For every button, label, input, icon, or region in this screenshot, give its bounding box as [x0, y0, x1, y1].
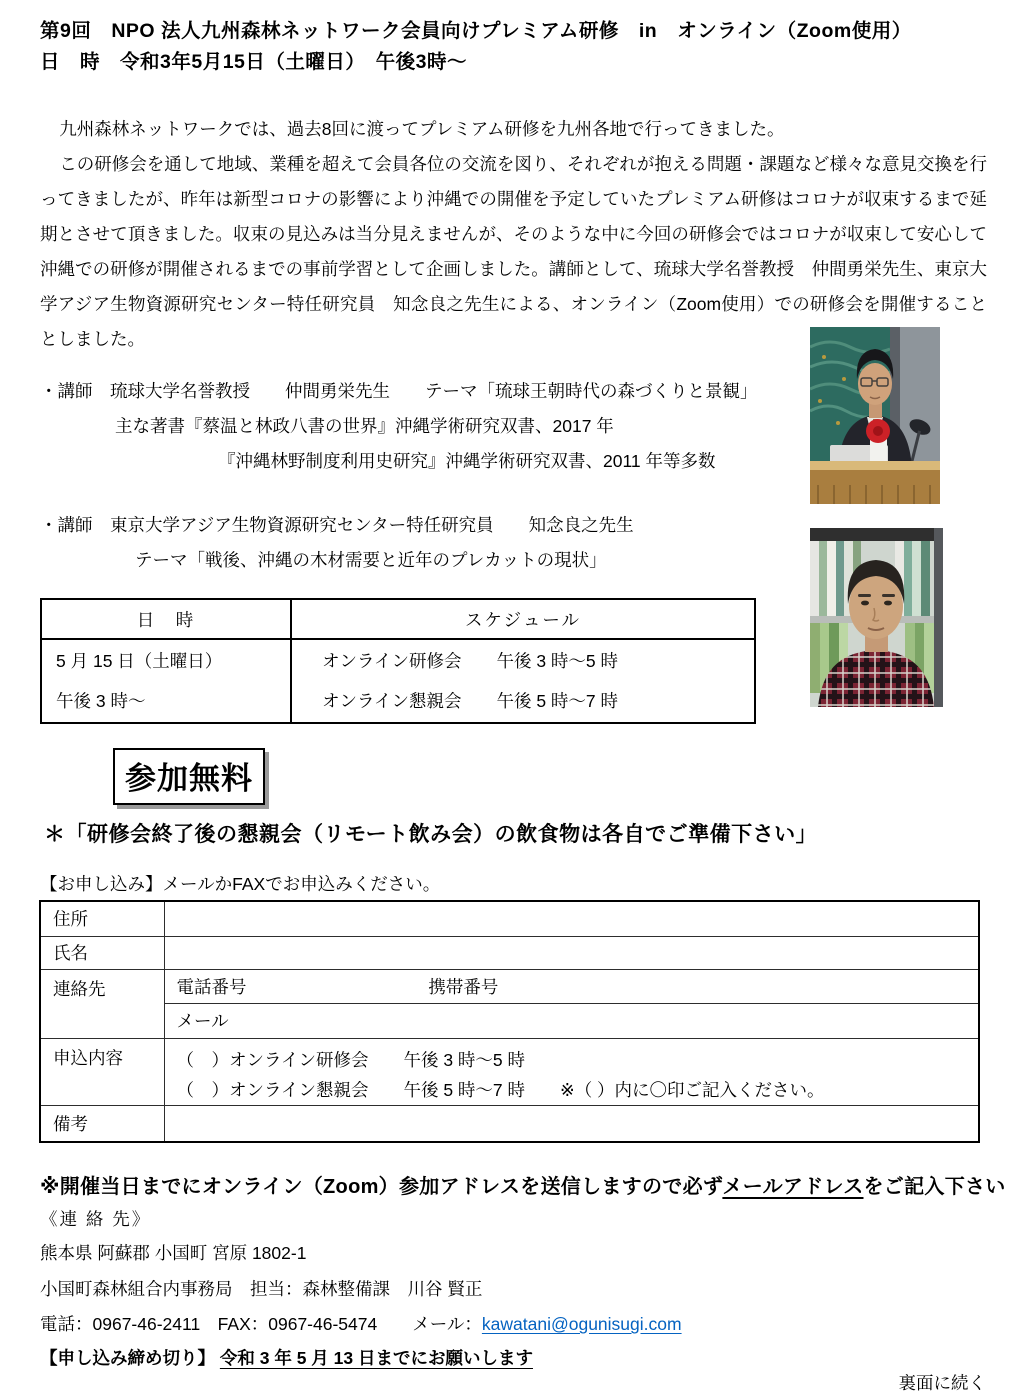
application-deadline-line — [40, 1345, 533, 1370]
form-content-label: 申込内容 — [40, 1038, 164, 1105]
lecturer1-books-line1: 主な著書『蔡温と林政八書の世界』沖縄学術研究双書、2017 年 — [115, 416, 614, 436]
form-row-notes — [40, 1105, 979, 1142]
form-phone-label: 電話番号 — [176, 976, 247, 997]
form-content-line2: （ ）オンライン懇親会 午後 5 時～7 時 ※（ ）内に〇印ご記入ください。 — [176, 1079, 825, 1100]
form-row-address — [40, 901, 979, 936]
form-content-field — [164, 1038, 979, 1105]
intro-paragraphs — [40, 112, 987, 357]
page-title-line-2: 日 時 令和3年5月15日（土曜日） 午後3時～ — [40, 51, 467, 73]
schedule-header-datetime: 日 時 — [41, 599, 291, 639]
application-form-table — [39, 900, 980, 1143]
form-mobile-label: 携帯番号 — [428, 976, 499, 997]
schedule-event-line2: オンライン懇親会 午後 5 時～7 時 — [322, 691, 619, 711]
schedule-header-schedule: スケジュール — [291, 599, 755, 639]
zoom-note-pre: ※開催当日までにオンライン（Zoom）参加アドレスを送信しますので必ず — [40, 1176, 723, 1198]
party-supplies-note: ＊「研修会終了後の懇親会（リモート飲み会）の飲食物は各自でご準備下さい」 — [44, 823, 818, 846]
form-mail-label: メール — [176, 1011, 229, 1031]
form-name-field — [164, 936, 979, 969]
form-row-contact-mail — [40, 1003, 979, 1038]
form-row-name — [40, 936, 979, 969]
schedule-datetime-line2: 午後 3 時～ — [56, 691, 146, 711]
intro-paragraph-2: この研修会を通して地域、業種を超えて会員各位の交流を図り、それぞれが抱える問題・課題など様々な意見交換を行ってきましたが、昨年は新型コロナの影響により沖縄での開催を予定していたプレミアム研修はコロナが収束するまで延期とさせて頂きました。収束の見込みは当分見えませんが、そのような中に今回の研修会ではコロナが収束して安心して沖縄での研修が開催されるまでの事前学習として企画しました。講師として、琉球大学名誉教授 仲間勇栄先生、東京大学アジア生物資源研究センター特任研究員 知念良之先生による、オンライン（Zoom使用）での研修会を開催することとしました。 — [40, 154, 987, 349]
form-phone-field — [164, 969, 979, 1003]
schedule-header-row — [41, 599, 755, 639]
form-address-field — [164, 901, 979, 936]
deadline-label: 【申し込み締め切り】 — [40, 1348, 220, 1368]
form-address-label: 住所 — [40, 901, 164, 936]
schedule-events-cell — [291, 639, 755, 723]
contact-email-link[interactable]: kawatani@ogunisugi.com — [481, 1314, 682, 1334]
intro-paragraph-1: 九州森林ネットワークでは、過去8回に渡ってプレミアム研修を九州各地で行ってきました。 — [59, 119, 785, 139]
lecturer2-title-line: ・講師 東京大学アジア生物資源研究センター特任研究員 知念良之先生 — [40, 515, 634, 535]
lecturer2-photo — [810, 528, 943, 707]
lecturer1-books-line2: 『沖縄林野制度利用史研究』沖縄学術研究双書、2011 年等多数 — [218, 451, 716, 471]
schedule-table — [40, 598, 756, 724]
contact-tel-fax: 電話：0967-46-2411 FAX：0967-46-5474 メール： — [40, 1314, 482, 1334]
free-participation-badge: 参加無料 — [113, 748, 265, 805]
form-mail-field — [164, 1003, 979, 1038]
form-notes-label: 備考 — [40, 1105, 164, 1142]
schedule-event-line1: オンライン研修会 午後 3 時～5 時 — [322, 651, 619, 671]
form-notes-field — [164, 1105, 979, 1142]
form-contact-label: 連絡先 — [40, 969, 164, 1038]
schedule-datetime-cell — [41, 639, 291, 723]
page-title-line-1: 第9回 NPO 法人九州森林ネットワーク会員向けプレミアム研修 in オンライン（Zoom使用） — [40, 20, 912, 42]
contact-tel-line — [40, 1311, 682, 1336]
contact-heading: 《連 絡 先》 — [40, 1209, 152, 1229]
schedule-body-row — [41, 639, 755, 723]
schedule-datetime-line1: 5 月 15 日（土曜日） — [56, 651, 223, 671]
contact-address: 熊本県 阿蘇郡 小国町 宮原 1802-1 — [40, 1243, 307, 1263]
contact-office: 小国町森林組合内事務局 担当：森林整備課 川谷 賢正 — [40, 1279, 483, 1299]
application-heading: 【お申し込み】メールかFAXでお申込みください。 — [40, 874, 441, 894]
lecturer1-photo — [810, 327, 940, 504]
page-title — [40, 16, 990, 78]
zoom-address-note — [40, 1170, 1006, 1199]
form-row-contact-phone — [40, 969, 979, 1003]
form-content-line1: （ ）オンライン研修会 午後 3 時～5 時 — [176, 1049, 526, 1070]
zoom-note-underlined: メールアドレス — [722, 1176, 864, 1198]
lecturer2-theme-line: テーマ「戦後、沖縄の木材需要と近年のプレカットの現状」 — [135, 550, 607, 570]
lecturer1-title-line: ・講師 琉球大学名誉教授 仲間勇栄先生 テーマ「琉球王朝時代の森づくりと景観」 — [40, 381, 758, 401]
zoom-note-post: をご記入下さい — [863, 1176, 1006, 1198]
form-row-content — [40, 1038, 979, 1105]
continue-on-back-note: 裏面に続く — [898, 1373, 986, 1393]
form-name-label: 氏名 — [40, 936, 164, 969]
deadline-text: 令和 3 年 5 月 13 日までにお願いします — [219, 1348, 533, 1368]
